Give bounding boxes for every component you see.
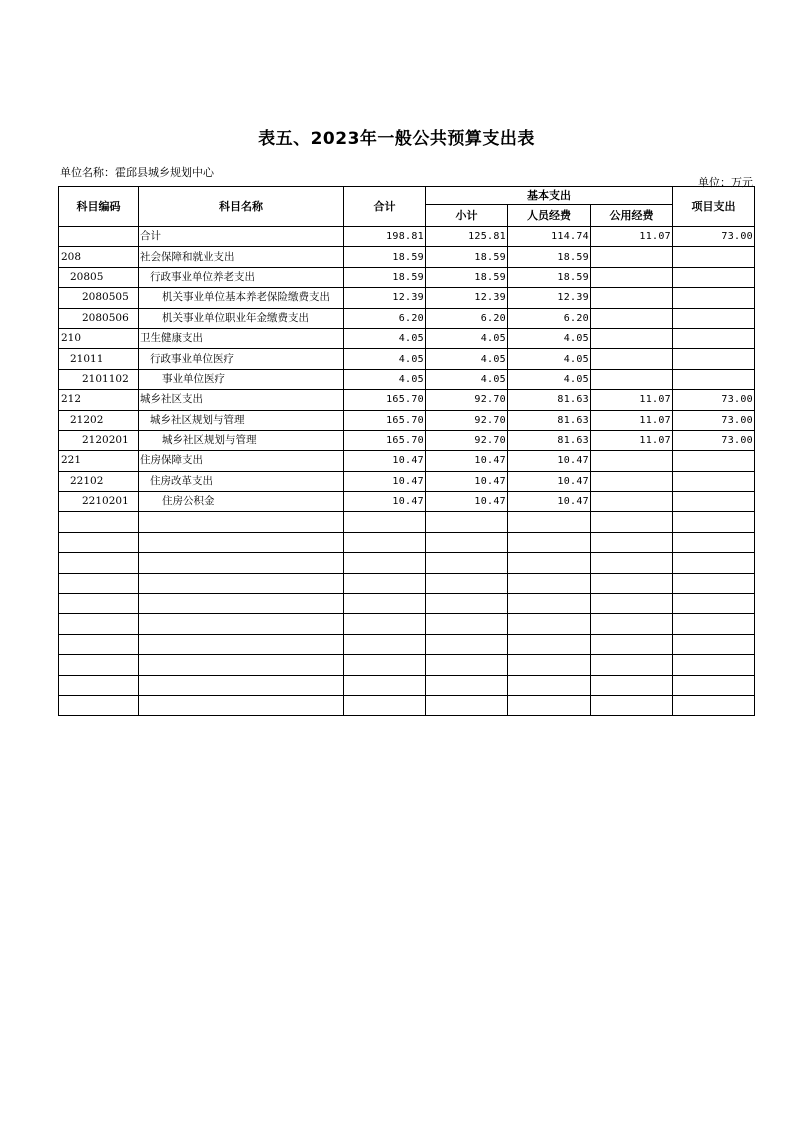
cell-public bbox=[591, 308, 673, 328]
cell-code: 2080505 bbox=[59, 288, 139, 308]
table-row bbox=[59, 328, 755, 348]
header-basic: 基本支出 bbox=[426, 187, 673, 205]
cell-total: 198.81 bbox=[344, 227, 426, 247]
cell-name bbox=[139, 573, 344, 593]
cell-name bbox=[139, 594, 344, 614]
cell-total: 10.47 bbox=[344, 451, 426, 471]
cell-total: 4.05 bbox=[344, 369, 426, 389]
cell-subtotal: 4.05 bbox=[426, 349, 508, 369]
table-row bbox=[59, 308, 755, 328]
cell-total: 6.20 bbox=[344, 308, 426, 328]
cell-personnel bbox=[508, 573, 591, 593]
table-row bbox=[59, 227, 755, 247]
cell-subtotal: 18.59 bbox=[426, 247, 508, 267]
cell-public bbox=[591, 675, 673, 695]
cell-project bbox=[673, 308, 755, 328]
cell-total bbox=[344, 675, 426, 695]
budget-expenditure-table bbox=[58, 186, 755, 716]
table-row bbox=[59, 512, 755, 532]
cell-name bbox=[139, 512, 344, 532]
cell-personnel: 4.05 bbox=[508, 349, 591, 369]
table-row bbox=[59, 410, 755, 430]
cell-project bbox=[673, 288, 755, 308]
cell-total bbox=[344, 573, 426, 593]
cell-project bbox=[673, 695, 755, 715]
cell-personnel: 81.63 bbox=[508, 410, 591, 430]
cell-project: 73.00 bbox=[673, 430, 755, 450]
cell-project bbox=[673, 451, 755, 471]
cell-total bbox=[344, 553, 426, 573]
cell-name: 社会保障和就业支出 bbox=[139, 247, 344, 267]
cell-personnel: 4.05 bbox=[508, 369, 591, 389]
cell-total: 165.70 bbox=[344, 430, 426, 450]
cell-name: 合计 bbox=[139, 227, 344, 247]
cell-name: 城乡社区规划与管理 bbox=[139, 410, 344, 430]
cell-name: 机关事业单位基本养老保险缴费支出 bbox=[139, 288, 344, 308]
cell-personnel: 81.63 bbox=[508, 390, 591, 410]
cell-public: 11.07 bbox=[591, 227, 673, 247]
cell-name: 住房保障支出 bbox=[139, 451, 344, 471]
cell-total: 18.59 bbox=[344, 247, 426, 267]
cell-personnel bbox=[508, 634, 591, 654]
cell-total: 4.05 bbox=[344, 349, 426, 369]
cell-code bbox=[59, 512, 139, 532]
cell-personnel: 12.39 bbox=[508, 288, 591, 308]
cell-subtotal bbox=[426, 695, 508, 715]
cell-total bbox=[344, 512, 426, 532]
table-row bbox=[59, 675, 755, 695]
cell-subtotal: 10.47 bbox=[426, 471, 508, 491]
cell-name bbox=[139, 532, 344, 552]
cell-public bbox=[591, 614, 673, 634]
cell-personnel: 6.20 bbox=[508, 308, 591, 328]
cell-total bbox=[344, 695, 426, 715]
cell-subtotal bbox=[426, 634, 508, 654]
cell-code bbox=[59, 227, 139, 247]
table-row bbox=[59, 247, 755, 267]
table-row bbox=[59, 430, 755, 450]
table-row bbox=[59, 369, 755, 389]
cell-personnel bbox=[508, 553, 591, 573]
cell-subtotal bbox=[426, 532, 508, 552]
header-code: 科目编码 bbox=[59, 187, 139, 227]
cell-subtotal: 4.05 bbox=[426, 369, 508, 389]
unit-name-label: 单位名称：霍邱县城乡规划中心 bbox=[60, 166, 214, 179]
cell-total bbox=[344, 614, 426, 634]
cell-subtotal: 6.20 bbox=[426, 308, 508, 328]
cell-total bbox=[344, 532, 426, 552]
cell-public bbox=[591, 634, 673, 654]
cell-total: 12.39 bbox=[344, 288, 426, 308]
cell-public: 11.07 bbox=[591, 430, 673, 450]
cell-code bbox=[59, 695, 139, 715]
cell-name: 卫生健康支出 bbox=[139, 328, 344, 348]
cell-name: 住房改革支出 bbox=[139, 471, 344, 491]
cell-subtotal bbox=[426, 573, 508, 593]
cell-subtotal: 10.47 bbox=[426, 492, 508, 512]
cell-name: 行政事业单位养老支出 bbox=[139, 267, 344, 287]
header-personnel: 人员经费 bbox=[508, 205, 591, 227]
table-row bbox=[59, 390, 755, 410]
cell-public bbox=[591, 247, 673, 267]
cell-personnel bbox=[508, 594, 591, 614]
cell-project: 73.00 bbox=[673, 227, 755, 247]
cell-personnel: 10.47 bbox=[508, 471, 591, 491]
table-row bbox=[59, 451, 755, 471]
cell-subtotal bbox=[426, 614, 508, 634]
cell-code bbox=[59, 553, 139, 573]
cell-project bbox=[673, 369, 755, 389]
cell-personnel: 114.74 bbox=[508, 227, 591, 247]
cell-code: 2101102 bbox=[59, 369, 139, 389]
cell-project bbox=[673, 594, 755, 614]
cell-total: 165.70 bbox=[344, 410, 426, 430]
cell-public bbox=[591, 267, 673, 287]
header-total: 合计 bbox=[344, 187, 426, 227]
cell-subtotal bbox=[426, 512, 508, 532]
cell-personnel: 81.63 bbox=[508, 430, 591, 450]
table-row bbox=[59, 553, 755, 573]
cell-public bbox=[591, 532, 673, 552]
cell-project bbox=[673, 349, 755, 369]
cell-personnel: 18.59 bbox=[508, 267, 591, 287]
cell-project bbox=[673, 328, 755, 348]
cell-code: 2120201 bbox=[59, 430, 139, 450]
cell-personnel bbox=[508, 512, 591, 532]
cell-code bbox=[59, 634, 139, 654]
table-row bbox=[59, 349, 755, 369]
cell-subtotal bbox=[426, 553, 508, 573]
cell-public bbox=[591, 328, 673, 348]
cell-public bbox=[591, 288, 673, 308]
table-row bbox=[59, 695, 755, 715]
table-body bbox=[59, 227, 755, 716]
cell-total: 4.05 bbox=[344, 328, 426, 348]
cell-subtotal: 92.70 bbox=[426, 390, 508, 410]
cell-project bbox=[673, 634, 755, 654]
cell-personnel: 10.47 bbox=[508, 451, 591, 471]
cell-project bbox=[673, 655, 755, 675]
table-row bbox=[59, 614, 755, 634]
cell-project bbox=[673, 471, 755, 491]
cell-code: 210 bbox=[59, 328, 139, 348]
table-row bbox=[59, 288, 755, 308]
cell-public bbox=[591, 349, 673, 369]
cell-subtotal bbox=[426, 594, 508, 614]
cell-name: 行政事业单位医疗 bbox=[139, 349, 344, 369]
cell-code bbox=[59, 594, 139, 614]
cell-code: 21202 bbox=[59, 410, 139, 430]
cell-personnel bbox=[508, 695, 591, 715]
cell-total: 10.47 bbox=[344, 492, 426, 512]
cell-subtotal: 92.70 bbox=[426, 430, 508, 450]
cell-total: 18.59 bbox=[344, 267, 426, 287]
cell-public bbox=[591, 512, 673, 532]
cell-name: 城乡社区规划与管理 bbox=[139, 430, 344, 450]
cell-public bbox=[591, 573, 673, 593]
cell-subtotal: 10.47 bbox=[426, 451, 508, 471]
cell-project bbox=[673, 553, 755, 573]
cell-public bbox=[591, 553, 673, 573]
cell-public bbox=[591, 695, 673, 715]
cell-name bbox=[139, 695, 344, 715]
cell-subtotal bbox=[426, 675, 508, 695]
cell-project bbox=[673, 532, 755, 552]
cell-code: 22102 bbox=[59, 471, 139, 491]
cell-total bbox=[344, 594, 426, 614]
cell-name bbox=[139, 675, 344, 695]
cell-subtotal: 12.39 bbox=[426, 288, 508, 308]
cell-subtotal: 18.59 bbox=[426, 267, 508, 287]
cell-name bbox=[139, 553, 344, 573]
page-title: 表五、2023年一般公共预算支出表 bbox=[258, 129, 535, 149]
table-row bbox=[59, 655, 755, 675]
cell-code bbox=[59, 573, 139, 593]
cell-name: 住房公积金 bbox=[139, 492, 344, 512]
currency-unit-label: 单位：万元 bbox=[698, 176, 753, 189]
cell-name: 机关事业单位职业年金缴费支出 bbox=[139, 308, 344, 328]
cell-personnel bbox=[508, 614, 591, 634]
cell-subtotal: 125.81 bbox=[426, 227, 508, 247]
cell-personnel: 10.47 bbox=[508, 492, 591, 512]
cell-code: 208 bbox=[59, 247, 139, 267]
cell-project bbox=[673, 247, 755, 267]
cell-name bbox=[139, 614, 344, 634]
header-name: 科目名称 bbox=[139, 187, 344, 227]
cell-personnel: 18.59 bbox=[508, 247, 591, 267]
header-project: 项目支出 bbox=[673, 187, 755, 227]
cell-code: 2080506 bbox=[59, 308, 139, 328]
cell-project: 73.00 bbox=[673, 390, 755, 410]
cell-personnel: 4.05 bbox=[508, 328, 591, 348]
cell-personnel bbox=[508, 675, 591, 695]
cell-subtotal bbox=[426, 655, 508, 675]
cell-public: 11.07 bbox=[591, 410, 673, 430]
cell-code: 2210201 bbox=[59, 492, 139, 512]
cell-total bbox=[344, 655, 426, 675]
cell-personnel bbox=[508, 532, 591, 552]
cell-name: 事业单位医疗 bbox=[139, 369, 344, 389]
cell-project bbox=[673, 492, 755, 512]
cell-subtotal: 92.70 bbox=[426, 410, 508, 430]
cell-project bbox=[673, 267, 755, 287]
cell-public bbox=[591, 471, 673, 491]
cell-name bbox=[139, 634, 344, 654]
cell-name: 城乡社区支出 bbox=[139, 390, 344, 410]
cell-subtotal: 4.05 bbox=[426, 328, 508, 348]
table-row bbox=[59, 532, 755, 552]
cell-project bbox=[673, 512, 755, 532]
cell-code bbox=[59, 655, 139, 675]
header-public: 公用经费 bbox=[591, 205, 673, 227]
cell-public bbox=[591, 655, 673, 675]
table-row bbox=[59, 492, 755, 512]
table-row bbox=[59, 573, 755, 593]
cell-code bbox=[59, 532, 139, 552]
cell-public bbox=[591, 492, 673, 512]
cell-public: 11.07 bbox=[591, 390, 673, 410]
cell-total bbox=[344, 634, 426, 654]
cell-personnel bbox=[508, 655, 591, 675]
cell-code: 21011 bbox=[59, 349, 139, 369]
cell-total: 165.70 bbox=[344, 390, 426, 410]
cell-code bbox=[59, 614, 139, 634]
cell-code bbox=[59, 675, 139, 695]
cell-public bbox=[591, 594, 673, 614]
cell-public bbox=[591, 369, 673, 389]
cell-code: 20805 bbox=[59, 267, 139, 287]
cell-project bbox=[673, 573, 755, 593]
table-row bbox=[59, 267, 755, 287]
cell-name bbox=[139, 655, 344, 675]
table-row bbox=[59, 634, 755, 654]
cell-project bbox=[673, 614, 755, 634]
cell-project: 73.00 bbox=[673, 410, 755, 430]
table-row bbox=[59, 471, 755, 491]
cell-public bbox=[591, 451, 673, 471]
cell-code: 212 bbox=[59, 390, 139, 410]
cell-total: 10.47 bbox=[344, 471, 426, 491]
cell-code: 221 bbox=[59, 451, 139, 471]
header-subtotal: 小计 bbox=[426, 205, 508, 227]
cell-project bbox=[673, 675, 755, 695]
table-row bbox=[59, 594, 755, 614]
